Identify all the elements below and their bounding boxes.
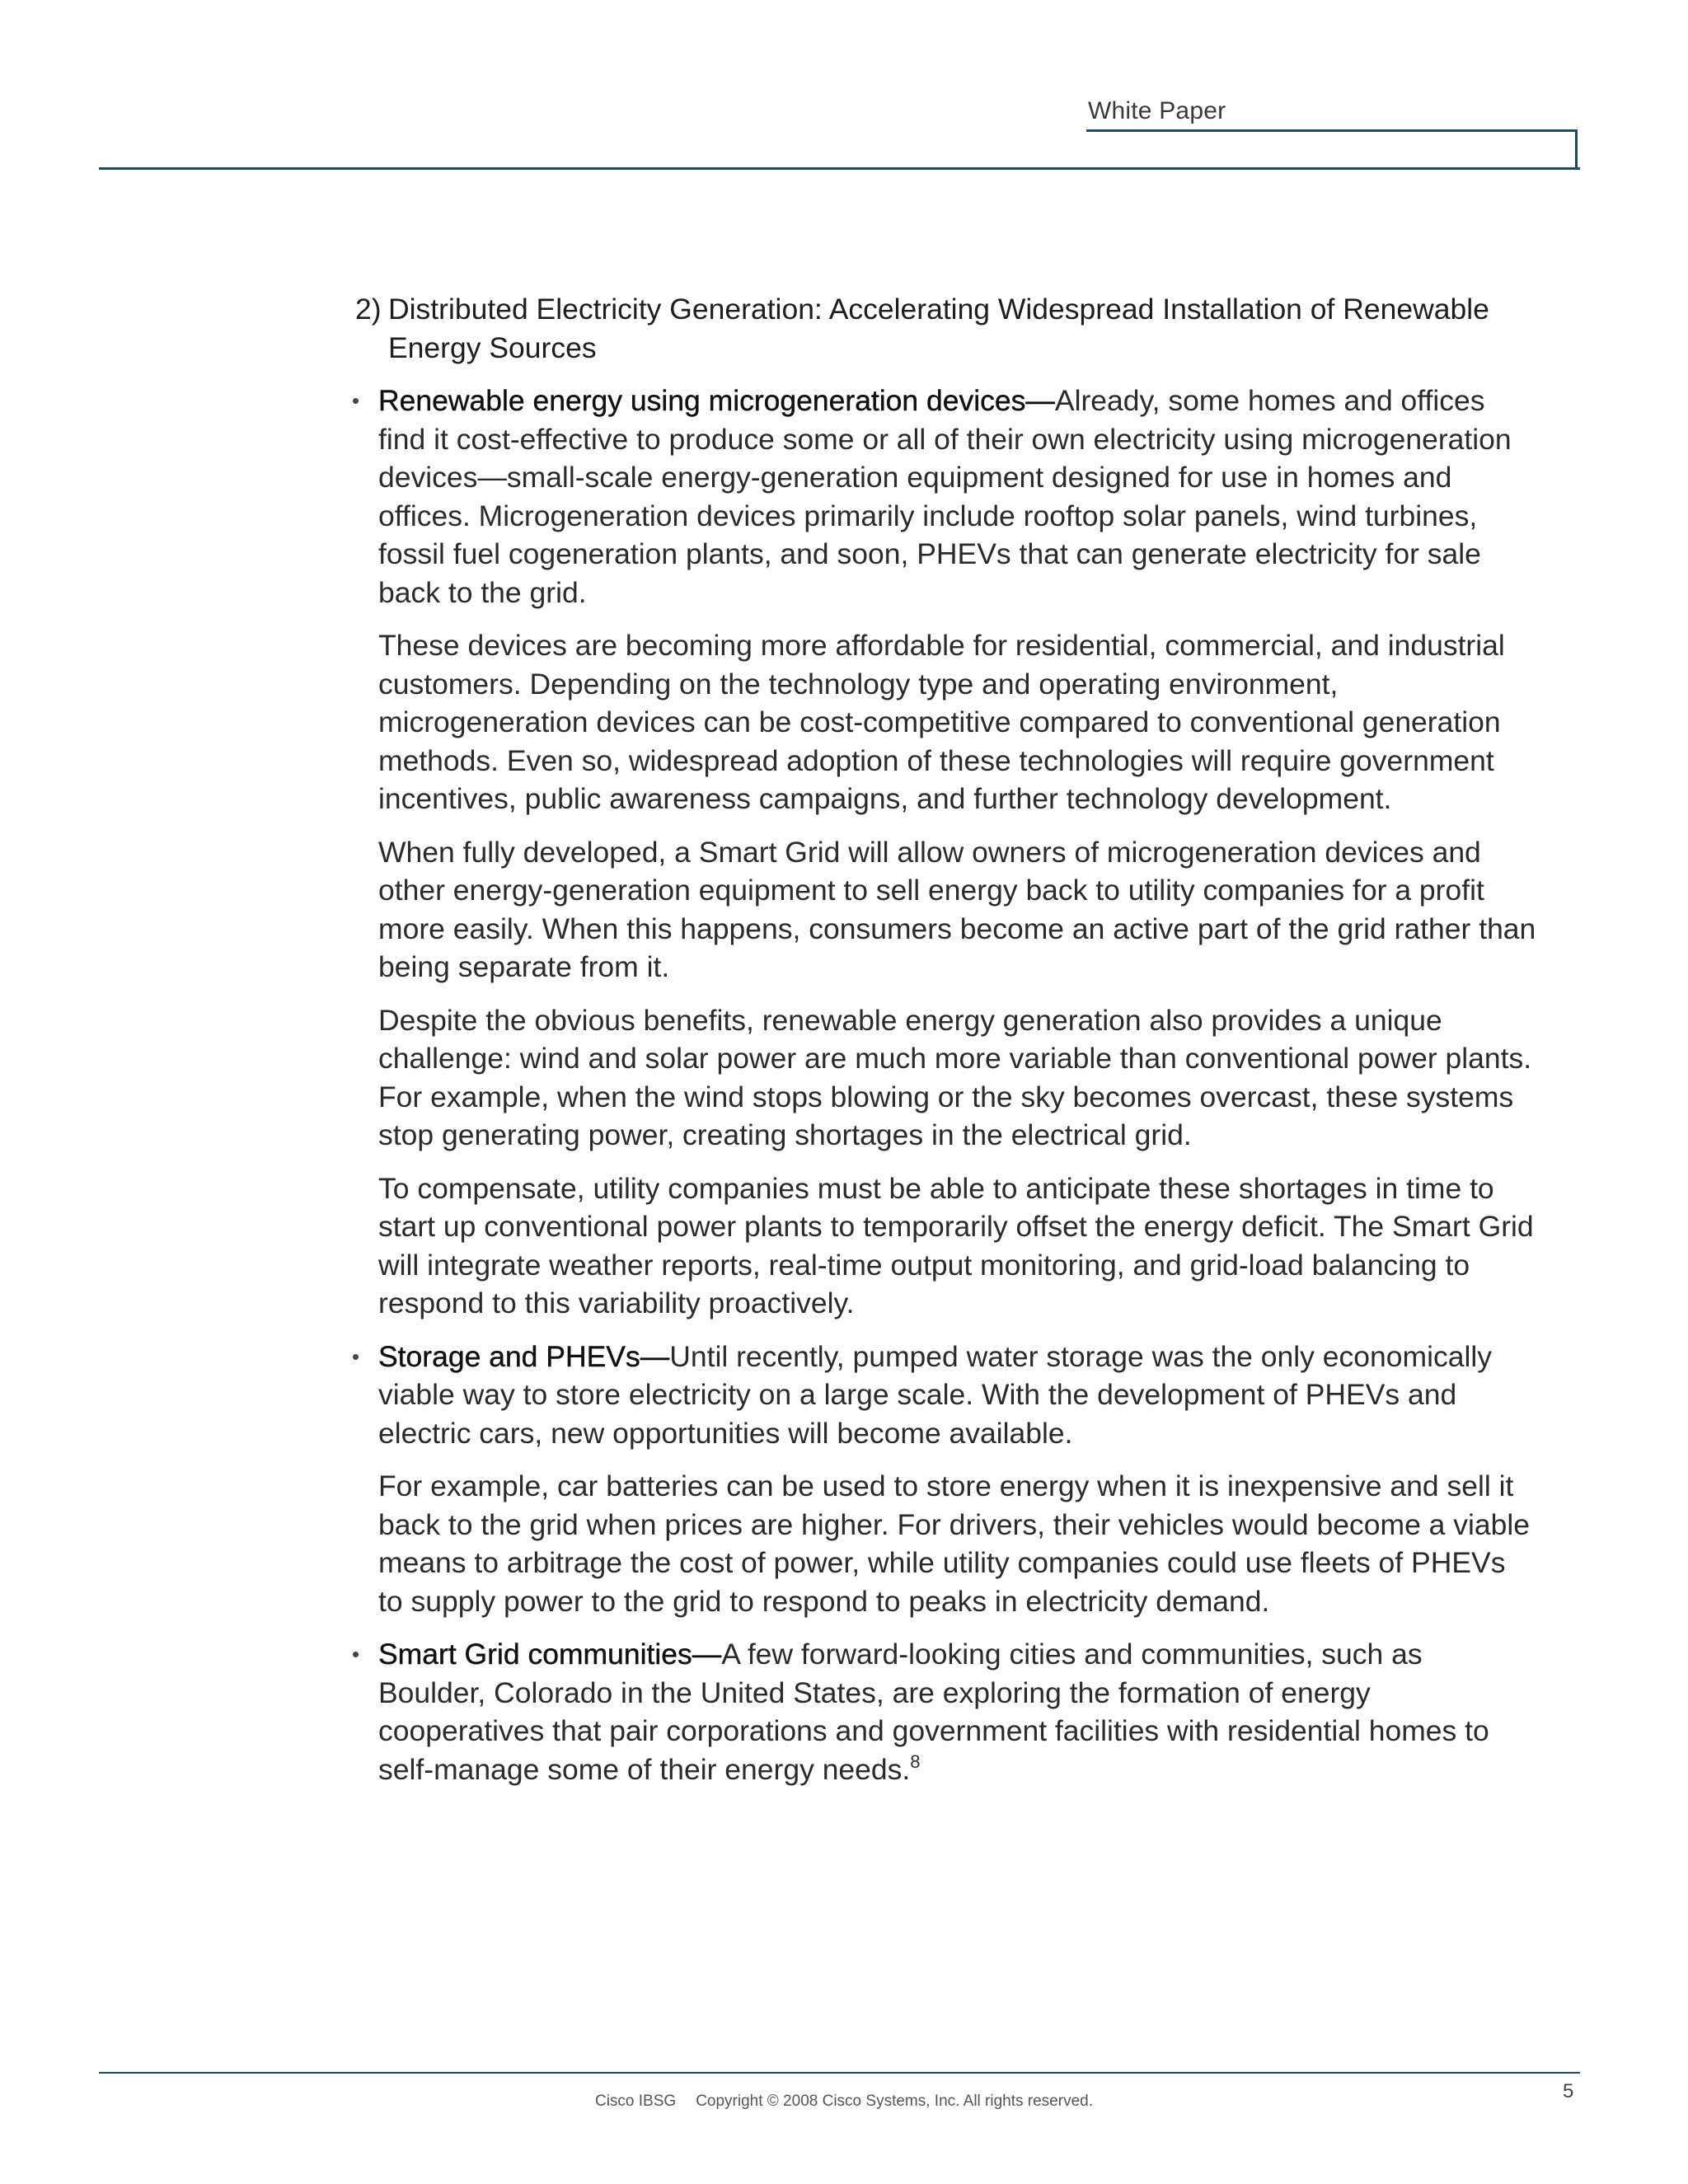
bullet-list <box>350 382 1537 1788</box>
footer <box>0 2093 1688 2111</box>
paragraph: These devices are becoming more affordable for residential, commercial, and industrial customers. Depending on the technology type and operating environment, microgeneration devices can be cost-competitive compared to conventional generation methods. Even so, widespread adoption of these technologies will require government incentives, public awareness campaigns, and further technology development. <box>378 629 1505 815</box>
footer-org: Cisco IBSG <box>594 2093 677 2110</box>
bullet-item-communities <box>350 1635 1537 1788</box>
footer-divider <box>99 2072 1580 2074</box>
page-number: 5 <box>1563 2080 1574 2102</box>
section-heading <box>350 290 1537 367</box>
section-title: Distributed Electricity Generation: Accelerating Widespread Installation of Renewable Energy Sources <box>388 293 1489 364</box>
section-number: 2) <box>355 293 382 326</box>
paragraph-text: Already, some homes and offices find it cost-effective to produce some or all of their own electricity using microgeneration devices—small-scale energy-generation equipment designed for use in homes and offices. Microgeneration devices primarily include rooftop solar panels, wind turbines, fossil fuel cogeneration plants, and soon, PHEVs that can generate electricity for sale back to the grid. <box>378 384 1512 609</box>
paragraph-text: A few forward-looking cities and communities, such as Boulder, Colorado in the United States, are exploring the formation of energy cooperatives that pair corporations and government facilities with residential homes to self-manage some of their energy needs. <box>378 1638 1489 1786</box>
header-divider <box>99 167 1580 170</box>
paragraph <box>378 1338 1537 1453</box>
page-body <box>350 290 1537 1803</box>
paragraph: When fully developed, a Smart Grid will allow owners of microgeneration devices and other energy-generation equipment to sell energy back to utility companies for a profit more easily. When this happens, consumers become an active part of the grid rather than being separate from it. <box>378 835 1536 983</box>
paragraph: Despite the obvious benefits, renewable energy generation also provides a unique challenge: wind and solar power are much more variable than conventional power plants. For example, when the wind stops blowing or the sky becomes overcast, these systems stop generating power, creating shortages in the electrical grid. <box>378 1003 1532 1151</box>
paragraph-text: Until recently, pumped water storage was the only economically viable way to store electricity on a large scale. With the development of PHEVs and electric cars, new opportunities will become available. <box>378 1339 1492 1450</box>
bullet-item-microgeneration <box>350 382 1537 1323</box>
bullet-lead: Smart Grid communities— <box>378 1638 722 1671</box>
footer-copyright: Copyright © 2008 Cisco Systems, Inc. All rights reserved. <box>696 2093 1093 2110</box>
bullet-dot-icon: • <box>352 1642 360 1666</box>
paragraph: To compensate, utility companies must be able to anticipate these shortages in time to start up conventional power plants to temporarily offset the energy deficit. The Smart Grid will integrate weather reports, real-time output monitoring, and grid-load balancing to respond to this variability proactively. <box>378 1171 1534 1319</box>
bullet-item-storage <box>350 1338 1537 1621</box>
paragraph <box>378 382 1537 612</box>
bullet-dot-icon: • <box>352 388 360 413</box>
bullet-dot-icon: • <box>352 1343 360 1369</box>
footnote-marker[interactable]: 8 <box>910 1750 921 1772</box>
paragraph <box>378 1635 1537 1788</box>
bullet-lead: Storage and PHEVs— <box>378 1339 670 1373</box>
header-label: White Paper <box>1088 97 1226 124</box>
bullet-lead: Renewable energy using microgeneration devices— <box>378 384 1055 417</box>
header-frame <box>1086 129 1578 167</box>
paragraph: For example, car batteries can be used to store energy when it is inexpensive and sell it back to the grid when prices are higher. For drivers, their vehicles would become a viable means to arbitrage the cost of power, while utility companies could use fleets of PHEVs to supply power to the grid to respond to peaks in electricity demand. <box>378 1469 1531 1618</box>
